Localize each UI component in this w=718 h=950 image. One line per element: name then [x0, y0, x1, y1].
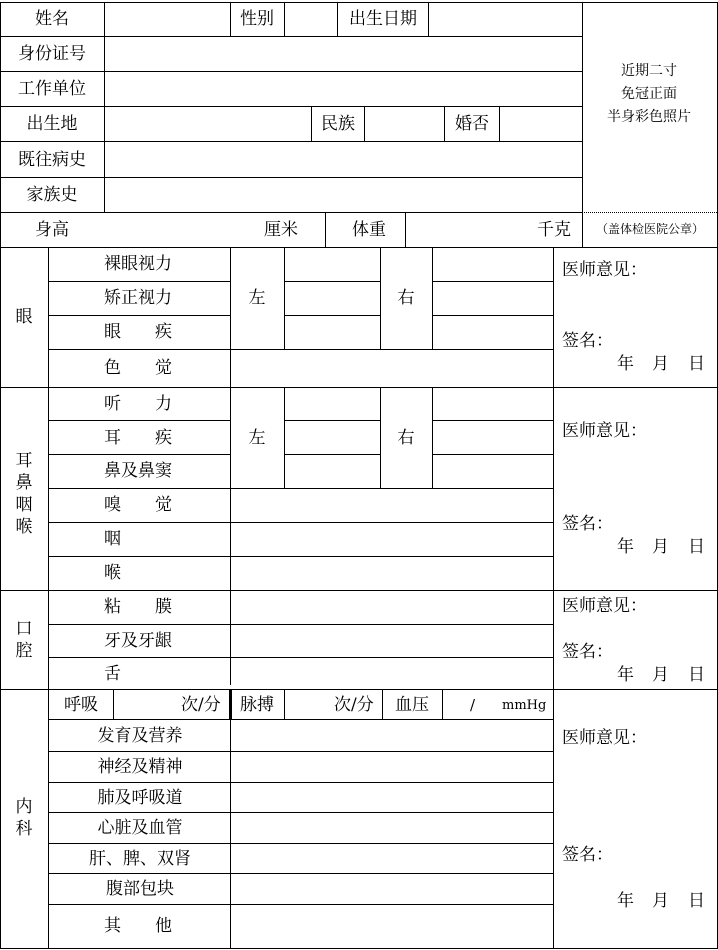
ent-section-title: 耳 鼻 咽 喉 [15, 451, 33, 537]
mouth-section-title: 口 腔 [15, 619, 33, 661]
eye-left-label: 左 [248, 288, 266, 308]
blood-pressure-separator: / [470, 696, 476, 714]
family-history-label: 家族史 [26, 185, 78, 205]
ent-opinion-label: 医师意见： [562, 421, 647, 441]
photo-instruction-line3: 半身彩色照片 [607, 109, 691, 125]
internal-date-year: 年 [617, 891, 634, 911]
mouth-row-mucosa: 粘 膜 [104, 597, 172, 617]
internal-row-liver-spleen-kidney: 肝、脾、双肾 [89, 849, 191, 869]
ent-row-ear-disease: 耳 疾 [104, 428, 172, 448]
ent-row-pharynx: 咽 [104, 529, 121, 549]
eye-date-day: 日 [688, 354, 705, 374]
eye-row-naked-vision: 裸眼视力 [104, 254, 172, 274]
birthdate-label: 出生日期 [349, 9, 417, 29]
ent-date-day: 日 [688, 537, 705, 557]
mouth-row-teeth-gums: 牙及牙龈 [104, 631, 172, 651]
mouth-signature-label: 签名： [562, 642, 613, 662]
mouth-opinion-label: 医师意见： [562, 596, 647, 616]
mouth-date-day: 日 [688, 665, 705, 685]
eye-row-corrected-vision: 矫正视力 [104, 288, 172, 308]
eye-section-title: 眼 [15, 307, 33, 327]
blood-pressure-unit: mmHg [502, 698, 547, 713]
internal-date-month: 月 [652, 891, 669, 911]
marital-status-label: 婚否 [455, 114, 489, 134]
ent-signature-label: 签名： [562, 514, 613, 534]
eye-right-label: 右 [397, 288, 415, 308]
seal-note: （盖体检医院公章） [595, 222, 705, 236]
internal-date-day: 日 [688, 891, 705, 911]
name-label: 姓名 [35, 9, 69, 29]
ent-row-nose-sinus: 鼻及鼻窦 [104, 461, 172, 481]
internal-row-other: 其 他 [104, 916, 172, 936]
ent-row-larynx: 喉 [104, 563, 121, 583]
ent-row-smell: 嗅 觉 [104, 495, 172, 515]
ent-date-year: 年 [617, 537, 634, 557]
photo-instruction-line2: 免冠正面 [621, 86, 677, 102]
height-label: 身高 [35, 220, 69, 240]
internal-row-heart: 心脏及血管 [97, 818, 183, 838]
ethnicity-label: 民族 [321, 114, 355, 134]
birthplace-label: 出生地 [26, 114, 78, 134]
internal-section-title: 内 科 [15, 797, 33, 839]
past-history-label: 既往病史 [18, 150, 86, 170]
mouth-date-month: 月 [652, 665, 669, 685]
eye-date-year: 年 [617, 354, 634, 374]
photo-placeholder [582, 60, 716, 129]
eye-row-color-vision: 色 觉 [104, 358, 172, 378]
pulse-label: 脉搏 [240, 695, 274, 715]
internal-signature-label: 签名： [562, 845, 613, 865]
internal-row-development: 发育及营养 [97, 726, 183, 746]
weight-unit: 千克 [537, 220, 571, 240]
employer-label: 工作单位 [18, 79, 86, 99]
ent-row-hearing: 听 力 [104, 394, 172, 414]
photo-instruction-line1: 近期二寸 [621, 63, 677, 79]
respiration-unit: 次/分 [181, 695, 221, 715]
mouth-row-tongue: 舌 [104, 664, 121, 684]
internal-opinion-label: 医师意见： [562, 728, 647, 748]
eye-opinion-label: 医师意见： [562, 260, 647, 280]
blood-pressure-label: 血压 [395, 695, 429, 715]
ent-left-label: 左 [248, 428, 266, 448]
internal-row-abdominal-mass: 腹部包块 [106, 879, 174, 899]
pulse-unit: 次/分 [334, 695, 374, 715]
weight-label: 体重 [352, 220, 386, 240]
ent-right-label: 右 [397, 428, 415, 448]
eye-row-eye-disease: 眼 疾 [104, 322, 172, 342]
gender-label: 性别 [240, 9, 274, 29]
internal-row-nervous: 神经及精神 [97, 757, 183, 777]
eye-date-month: 月 [652, 354, 669, 374]
ent-date-month: 月 [652, 537, 669, 557]
internal-row-lungs: 肺及呼吸道 [97, 788, 183, 808]
eye-signature-label: 签名： [562, 331, 613, 351]
mouth-date-year: 年 [617, 665, 634, 685]
id-number-label: 身份证号 [18, 44, 86, 64]
height-unit: 厘米 [264, 220, 298, 240]
respiration-label: 呼吸 [64, 695, 98, 715]
